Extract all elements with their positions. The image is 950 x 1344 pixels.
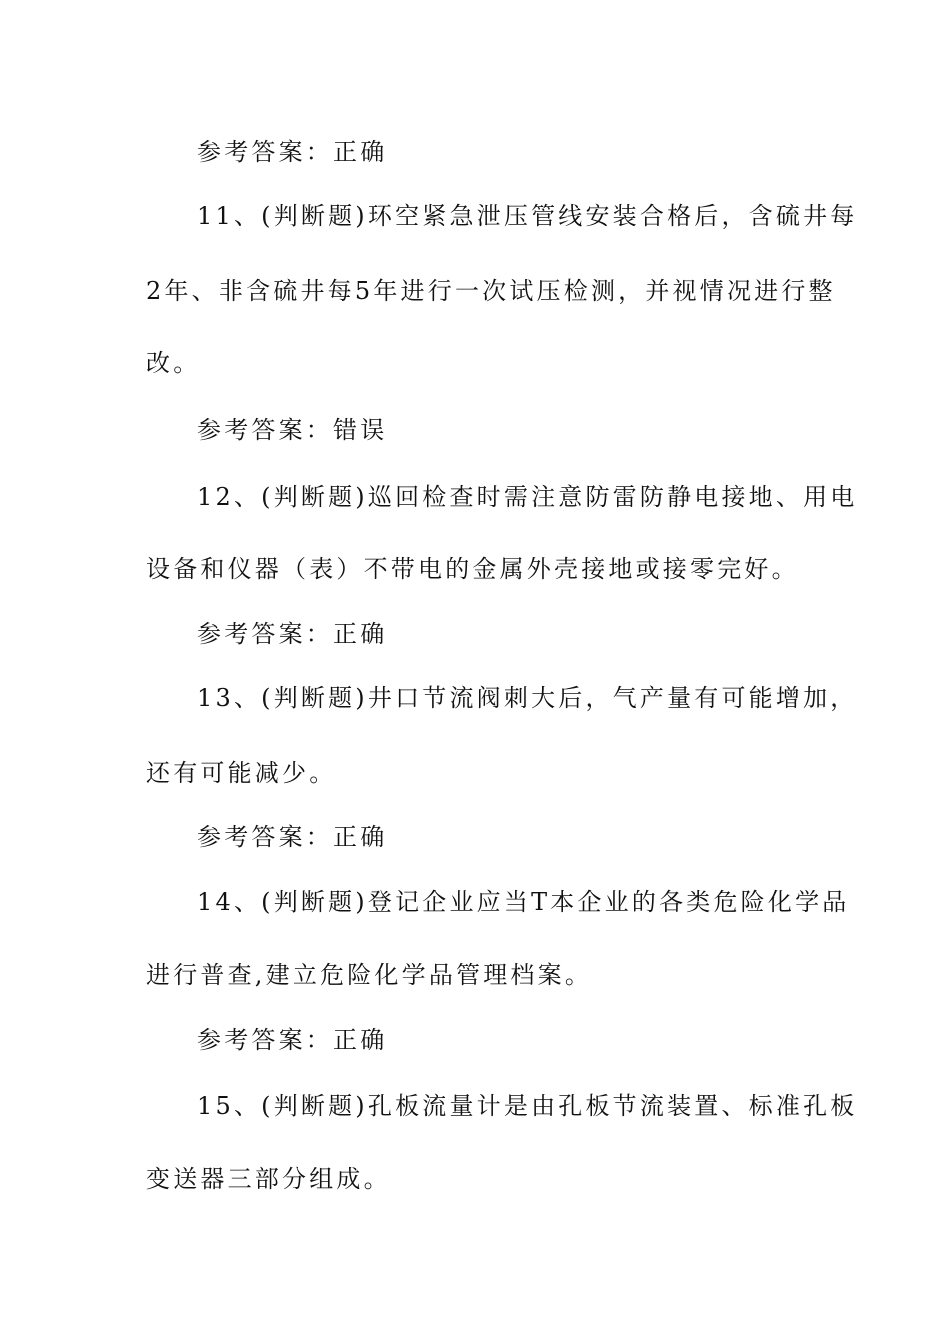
question-15-line-2: 变送器三部分组成。 xyxy=(146,1165,391,1193)
answer-line: 参考答案：正确 xyxy=(197,138,388,166)
question-13-line-1: 13、(判断题)井口节流阀刺大后，气产量有可能增加， xyxy=(197,684,858,712)
question-14-line-2: 进行普查,建立危险化学品管理档案。 xyxy=(146,961,593,989)
question-11-line-3: 改。 xyxy=(146,349,201,377)
answer-line: 参考答案：正确 xyxy=(197,1026,388,1054)
question-15-line-1: 15、(判断题)孔板流量计是由孔板节流装置、标准孔板 xyxy=(197,1092,858,1120)
question-14-line-1: 14、(判断题)登记企业应当T本企业的各类危险化学品 xyxy=(197,888,850,916)
answer-line: 参考答案：正确 xyxy=(197,823,388,851)
question-11-line-1: 11、(判断题)环空紧急泄压管线安装合格后，含硫井每 xyxy=(197,202,858,230)
answer-line: 参考答案：错误 xyxy=(197,416,388,444)
question-13-line-2: 还有可能减少。 xyxy=(146,759,337,787)
answer-line: 参考答案：正确 xyxy=(197,620,388,648)
question-12-line-1: 12、(判断题)巡回检查时需注意防雷防静电接地、用电 xyxy=(197,483,858,511)
question-11-line-2: 2年、非含硫井每5年进行一次试压检测，并视情况进行整 xyxy=(146,277,836,305)
question-12-line-2: 设备和仪器（表）不带电的金属外壳接地或接零完好。 xyxy=(146,555,799,583)
